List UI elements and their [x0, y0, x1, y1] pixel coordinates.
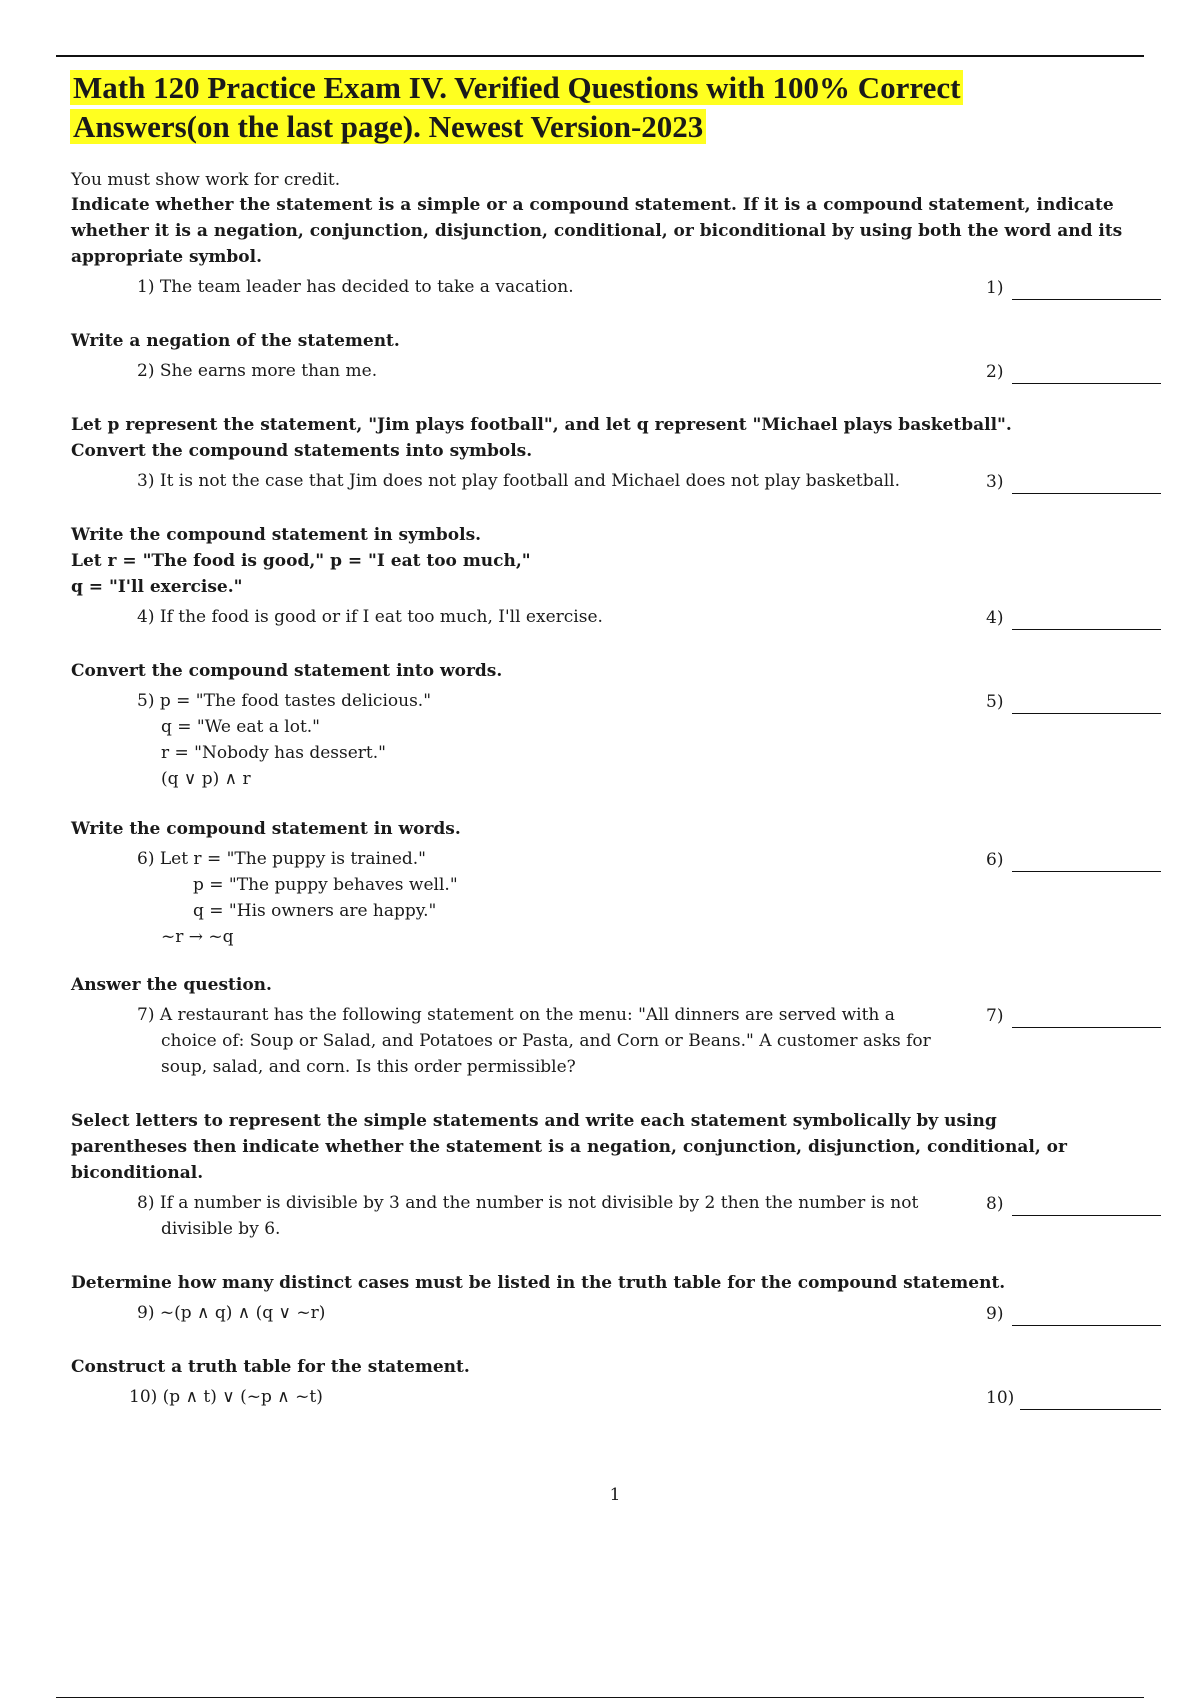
instruction-4-def-1: Let r = "The food is good," p = "I eat too much,": [71, 551, 531, 571]
question-6-text: 6) Let r = "The puppy is trained.": [137, 849, 426, 869]
answer-blank-6[interactable]: [986, 848, 1161, 872]
instruction-7: Answer the question.: [71, 975, 272, 995]
page-title: [70, 68, 1130, 146]
answer-blank-1[interactable]: [986, 276, 1161, 300]
question-7: [71, 1002, 1161, 1080]
answer-label-7: 7): [986, 1006, 1004, 1026]
top-rule: [56, 55, 1144, 57]
question-9: [71, 1300, 1161, 1326]
question-8: [71, 1190, 1161, 1242]
question-2-text: 2) She earns more than me.: [137, 361, 378, 381]
answer-blank-5[interactable]: [986, 690, 1161, 714]
instruction-9: Determine how many distinct cases must be listed in the truth table for the compound statement.: [71, 1273, 1006, 1293]
question-7-line-3: soup, salad, and corn. Is this order permissible?: [161, 1057, 576, 1077]
exam-body: [71, 168, 1161, 1410]
answer-line-2: [1012, 383, 1161, 384]
intro-text: You must show work for credit.: [71, 170, 341, 190]
instruction-6: Write the compound statement in words.: [71, 819, 461, 839]
question-6-expression: ~r → ~q: [161, 927, 234, 947]
question-8-text: 8) If a number is divisible by 3 and the number is not divisible by 2 then the number is not: [137, 1193, 919, 1213]
instruction-2: Write a negation of the statement.: [71, 331, 400, 351]
answer-line-7: [1012, 1027, 1161, 1028]
question-10-text: 10) (p ∧ t) ∨ (~p ∧ ~t): [129, 1387, 323, 1407]
answer-label-5: 5): [986, 692, 1004, 712]
question-3-text: 3) It is not the case that Jim does not play football and Michael does not play basketball.: [137, 471, 901, 491]
answer-label-4: 4): [986, 608, 1004, 628]
answer-blank-9[interactable]: [986, 1302, 1161, 1326]
answer-blank-4[interactable]: [986, 606, 1161, 630]
answer-blank-8[interactable]: [986, 1192, 1161, 1216]
answer-line-1: [1012, 299, 1161, 300]
instruction-8: Select letters to represent the simple statements and write each statement symbolically by using parentheses then indicate whether the statement is a negation, conjunction, disjunction, conditional, or biconditional.: [71, 1111, 1067, 1183]
question-1-text: 1) The team leader has decided to take a vacation.: [137, 277, 574, 297]
question-7-text: 7) A restaurant has the following statement on the menu: "All dinners are served with a: [137, 1005, 895, 1025]
answer-line-10: [1020, 1409, 1161, 1410]
instruction-1: Indicate whether the statement is a simple or a compound statement. If it is a compound statement, indicate whether it is a negation, conjunction, disjunction, conditional, or biconditional by using both the word and its appropriate symbol.: [71, 195, 1123, 267]
instruction-3: Let p represent the statement, "Jim plays football", and let q represent "Michael plays basketball". Convert the compound statements into symbols.: [71, 415, 1012, 461]
answer-blank-7[interactable]: [986, 1004, 1161, 1028]
question-5-text: 5) p = "The food tastes delicious.": [137, 691, 432, 711]
instruction-4: Write the compound statement in symbols.: [71, 525, 482, 545]
question-7-line-2: choice of: Soup or Salad, and Potatoes or Pasta, and Corn or Beans." A customer asks for: [161, 1031, 931, 1051]
question-5-line-2: q = "We eat a lot.": [161, 717, 321, 737]
question-8-line-2: divisible by 6.: [161, 1219, 281, 1239]
answer-line-3: [1012, 493, 1161, 494]
question-5: [71, 688, 1161, 792]
title-line-1: Math 120 Practice Exam IV. Verified Questions with 100% Correct: [70, 70, 963, 105]
instruction-5: Convert the compound statement into words.: [71, 661, 503, 681]
answer-blank-3[interactable]: [986, 470, 1161, 494]
question-2: [71, 358, 1161, 384]
answer-label-8: 8): [986, 1194, 1004, 1214]
instruction-4-def-2: q = "I'll exercise.": [71, 577, 243, 597]
question-10: [71, 1384, 1161, 1410]
question-6-line-3: q = "His owners are happy.": [193, 901, 437, 921]
question-9-text: 9) ~(p ∧ q) ∧ (q ∨ ~r): [137, 1303, 326, 1323]
question-6-line-2: p = "The puppy behaves well.": [193, 875, 458, 895]
question-6: [71, 846, 1161, 950]
answer-label-3: 3): [986, 472, 1004, 492]
page-number: 1: [609, 1485, 621, 1505]
question-5-expression: (q ∨ p) ∧ r: [161, 769, 251, 789]
question-3: [71, 468, 1161, 494]
question-5-line-3: r = "Nobody has dessert.": [161, 743, 386, 763]
instruction-10: Construct a truth table for the statement.: [71, 1357, 470, 1377]
answer-label-2: 2): [986, 362, 1004, 382]
answer-blank-2[interactable]: [986, 360, 1161, 384]
answer-line-4: [1012, 629, 1161, 630]
answer-label-10: 10): [986, 1388, 1015, 1408]
question-4-text: 4) If the food is good or if I eat too much, I'll exercise.: [137, 607, 603, 627]
question-1: [71, 274, 1161, 300]
answer-label-6: 6): [986, 850, 1004, 870]
answer-blank-10[interactable]: [986, 1386, 1161, 1410]
bottom-rule: [56, 1697, 1144, 1698]
answer-line-8: [1012, 1215, 1161, 1216]
answer-label-9: 9): [986, 1304, 1004, 1324]
title-line-2: Answers(on the last page). Newest Version-2023: [70, 109, 706, 144]
answer-label-1: 1): [986, 278, 1004, 298]
answer-line-5: [1012, 713, 1161, 714]
answer-line-6: [1012, 871, 1161, 872]
answer-line-9: [1012, 1325, 1161, 1326]
question-4: [71, 604, 1161, 630]
